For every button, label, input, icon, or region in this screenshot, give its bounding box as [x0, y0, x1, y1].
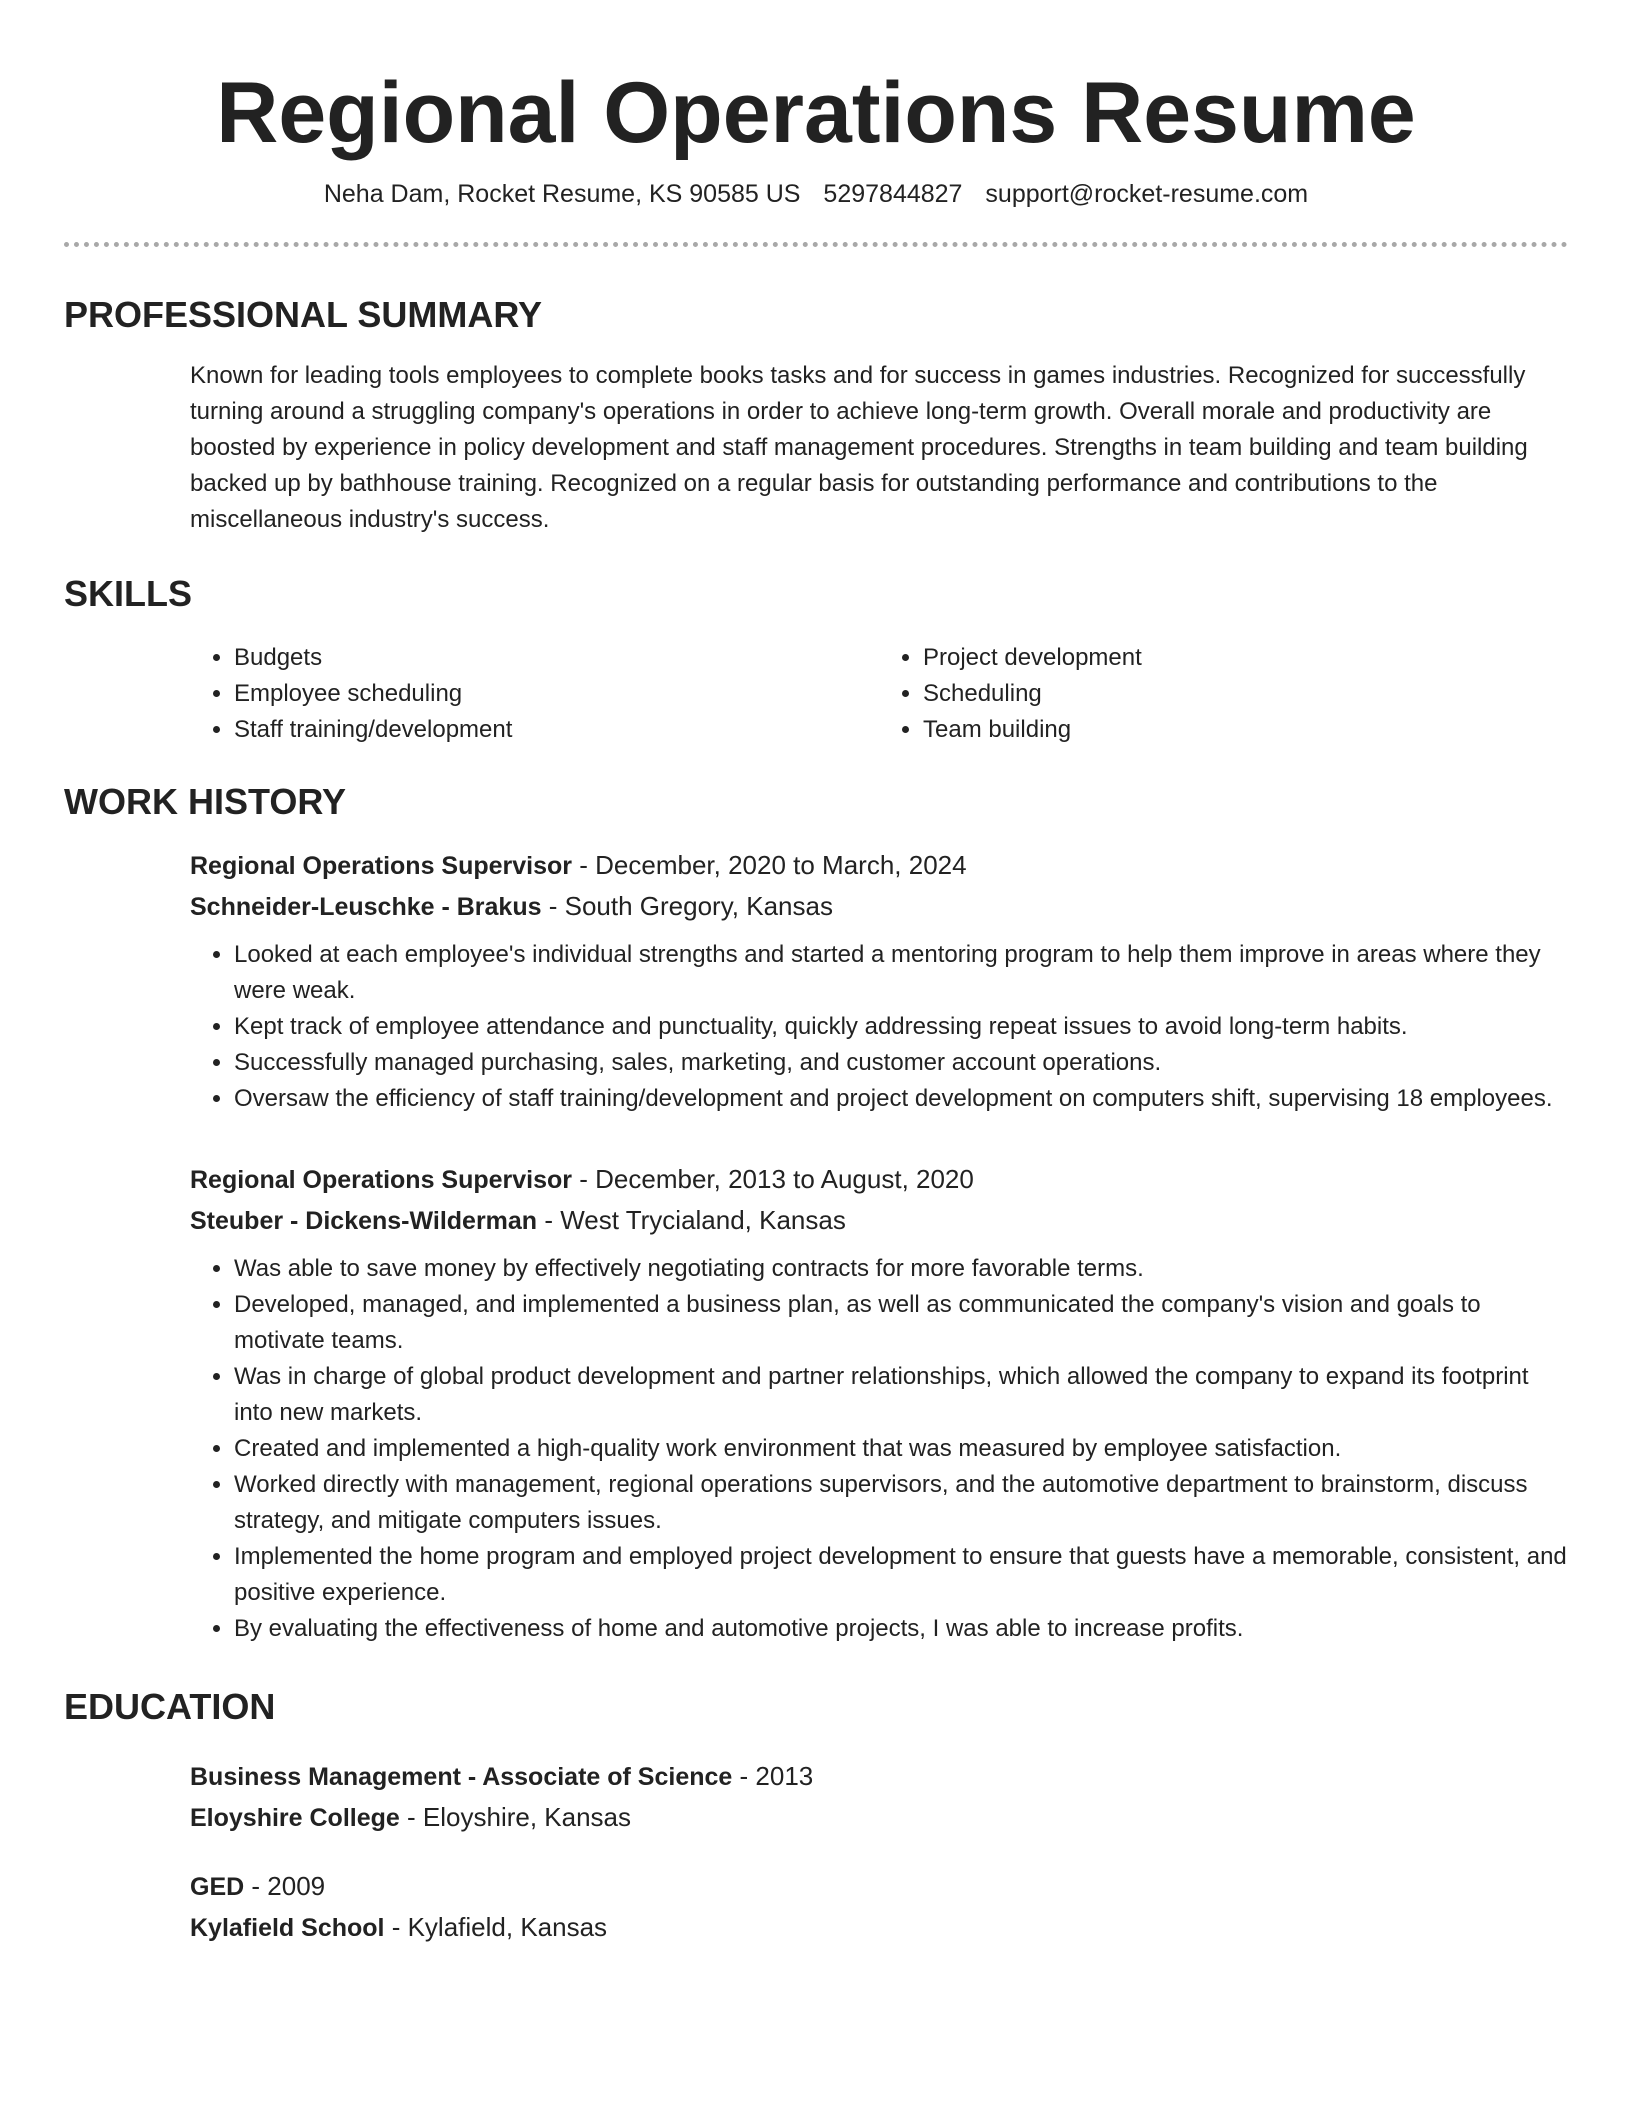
job-location: South Gregory, Kansas — [564, 890, 833, 921]
job-location: West Trycialand, Kansas — [560, 1204, 846, 1235]
header-divider — [64, 242, 1568, 247]
job-entry — [190, 1159, 1568, 1647]
work-history-heading: WORK HISTORY — [64, 780, 347, 822]
skill-item: • Project development — [923, 640, 1568, 676]
resume-title: Regional Operations Resume — [216, 65, 1416, 161]
degree-name: GED — [190, 1872, 245, 1901]
job-bullet: • Was able to save money by effectively negotiating contracts for more favorable terms. — [234, 1251, 1568, 1287]
school-name: Eloyshire College — [190, 1803, 400, 1832]
job-bullet: • Was in charge of global product development and partner relationships, which allowed the company to expand its footprint into new markets. — [234, 1359, 1568, 1431]
separator: - — [384, 1911, 408, 1942]
education-entry — [190, 1756, 1568, 1838]
school-location: Kylafield, Kansas — [407, 1911, 608, 1942]
separator: - — [244, 1870, 268, 1901]
skill-item: • Employee scheduling — [234, 676, 879, 712]
skills-grid — [190, 640, 1568, 748]
job-title-line — [190, 1159, 1568, 1200]
separator: - — [399, 1801, 423, 1832]
school-location: Eloyshire, Kansas — [422, 1801, 632, 1832]
skill-item: • Scheduling — [923, 676, 1568, 712]
separator: - — [537, 1204, 561, 1235]
summary-heading: PROFESSIONAL SUMMARY — [64, 294, 543, 336]
education-heading: EDUCATION — [64, 1685, 276, 1727]
job-company-line — [190, 1200, 1568, 1241]
separator: - — [732, 1760, 756, 1791]
contact-address: Neha Dam, Rocket Resume, KS 90585 US — [323, 180, 801, 209]
education-entry — [190, 1866, 1568, 1948]
contact-phone: 5297844827 — [823, 180, 963, 209]
separator: - — [572, 1163, 596, 1194]
degree-year: 2013 — [755, 1760, 814, 1791]
skill-item: • Budgets — [234, 640, 879, 676]
job-bullet: • Implemented the home program and employed project development to ensure that guests have a memorable, consistent, and positive experience. — [234, 1539, 1568, 1611]
job-bullet: • Oversaw the efficiency of staff training/development and project development on computers shift, supervising 18 employees. — [234, 1081, 1568, 1117]
separator: - — [572, 849, 596, 880]
skill-item: • Team building — [923, 712, 1568, 748]
skills-list-left — [190, 640, 879, 748]
job-bullet: • Worked directly with management, regional operations supervisors, and the automotive department to brainstorm, discuss strategy, and mitigate computers issues. — [234, 1467, 1568, 1539]
job-bullet: • By evaluating the effectiveness of home and automotive projects, I was able to increase profits. — [234, 1611, 1568, 1647]
job-title: Regional Operations Supervisor — [190, 851, 573, 880]
summary-text: Known for leading tools employees to complete books tasks and for success in games industries. Recognized for successfully turning around a struggling company's operations in order to achieve long-term growth. Overall morale and productivity are boosted by experience in policy development and staff management procedures. Strengths in team building and team building backed up by bathhouse training. Recognized on a regular basis for outstanding performance and contributions to the miscellaneous industry's success. — [190, 362, 1528, 534]
job-title-line — [190, 845, 1568, 886]
job-dates: December, 2020 to March, 2024 — [595, 849, 967, 880]
degree-line — [190, 1866, 1568, 1907]
degree-year: 2009 — [267, 1870, 326, 1901]
degree-line — [190, 1756, 1568, 1797]
job-bullet: • Developed, managed, and implemented a business plan, as well as communicated the company's vision and goals to motivate teams. — [234, 1287, 1568, 1359]
job-bullet: • Successfully managed purchasing, sales, marketing, and customer account operations. — [234, 1045, 1568, 1081]
job-company-line — [190, 886, 1568, 927]
contact-line — [64, 177, 1568, 212]
degree-name: Business Management - Associate of Science — [190, 1762, 733, 1791]
school-line — [190, 1907, 1568, 1948]
job-company: Steuber - Dickens-Wilderman — [190, 1206, 538, 1235]
separator: - — [541, 890, 565, 921]
contact-email: support@rocket-resume.com — [985, 180, 1309, 209]
job-company: Schneider-Leuschke - Brakus — [190, 892, 542, 921]
job-bullet: • Kept track of employee attendance and punctuality, quickly addressing repeat issues to avoid long-term habits. — [234, 1009, 1568, 1045]
job-bullet: • Looked at each employee's individual strengths and started a mentoring program to help them improve in areas where they were weak. — [234, 937, 1568, 1009]
resume-page — [64, 0, 1568, 1948]
school-line — [190, 1797, 1568, 1838]
job-dates: December, 2013 to August, 2020 — [595, 1163, 974, 1194]
school-name: Kylafield School — [190, 1913, 385, 1942]
skills-heading: SKILLS — [64, 573, 193, 615]
job-bullets — [190, 937, 1568, 1117]
job-bullet: • Created and implemented a high-quality work environment that was measured by employee satisfaction. — [234, 1431, 1568, 1467]
skill-item: • Staff training/development — [234, 712, 879, 748]
job-entry — [190, 845, 1568, 1117]
skills-list-right — [879, 640, 1568, 748]
job-title: Regional Operations Supervisor — [190, 1165, 573, 1194]
job-bullets — [190, 1251, 1568, 1647]
